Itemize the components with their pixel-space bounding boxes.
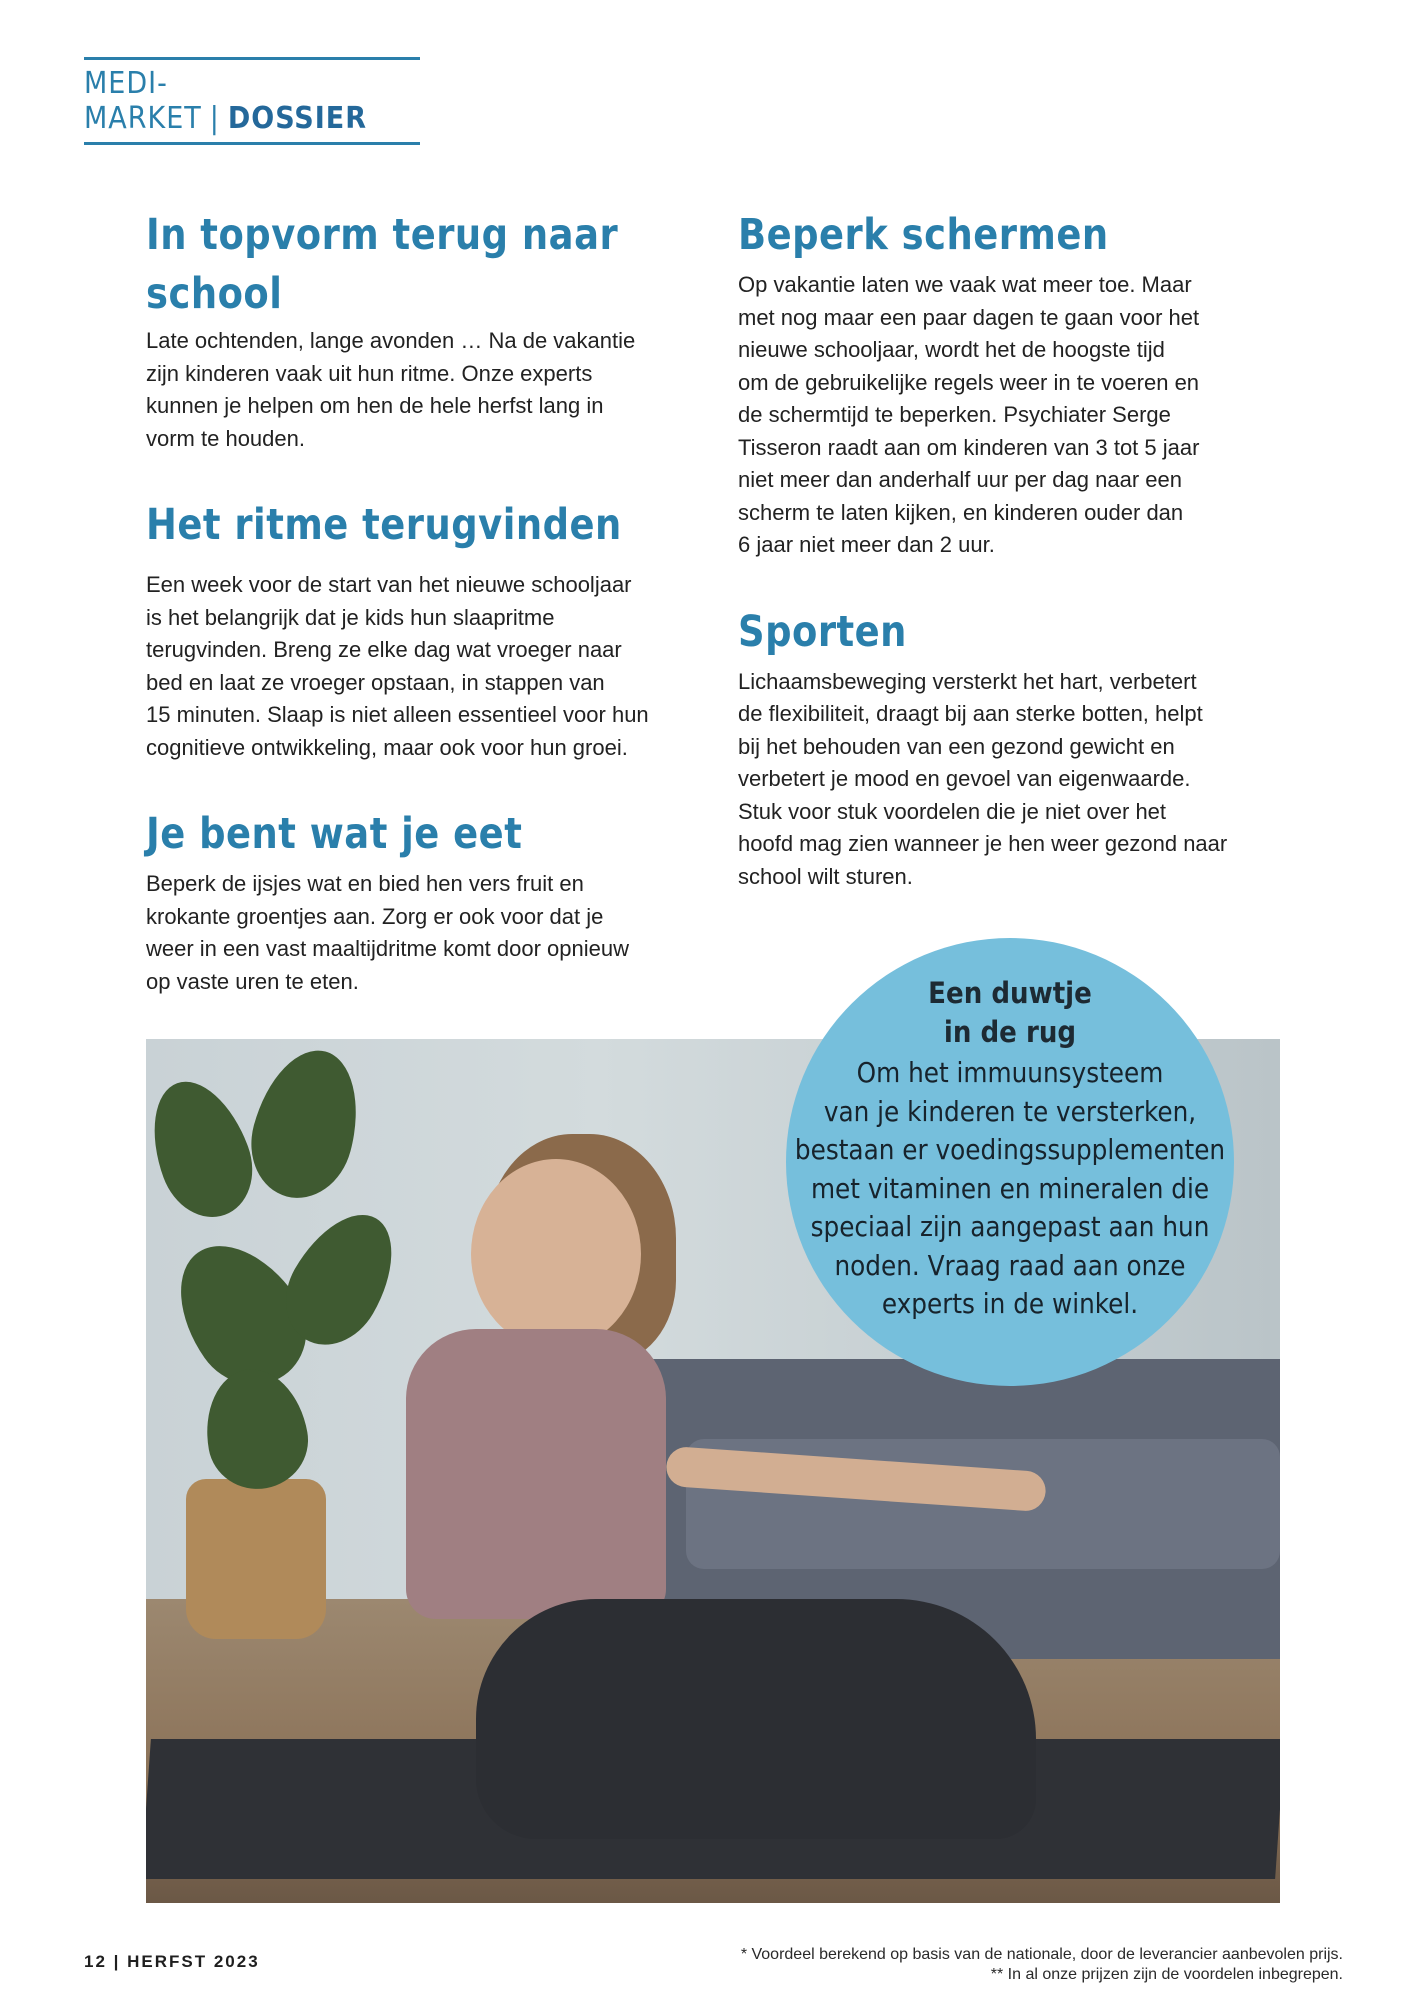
section-heading: Sporten	[738, 605, 907, 657]
section-heading: In topvorm terug naar school	[146, 209, 619, 319]
footnote-2: ** In al onze prijzen zijn de voordelen inbegrepen.	[990, 1966, 1343, 1983]
photo-plant-pot	[186, 1479, 326, 1639]
article-section	[146, 804, 706, 998]
section-body: Op vakantie laten we vaak wat meer toe. Maar met nog maar een paar dagen te gaan voor het nieuwe schooljaar, wordt het de hoogste tijd om de gebruikelijke regels weer in te voeren en de schermtijd te beperken. Psychiater Serge Tisseron raadt aan om kinderen van 3 tot 5 jaar niet meer dan anderhalf uur per dag naar een scherm te laten kijken, en kinderen ouder dan 6 jaar niet meer dan 2 uur.	[738, 272, 1200, 557]
section-body: Een week voor de start van het nieuwe schooljaar is het belangrijk dat je kids hun slaapritme terugvinden. Breng ze elke dag wat vroeger naar bed en laat ze vroeger opstaan, in stappen van 15 minuten. Slaap is niet alleen essentieel voor hun cognitieve ontwikkeling, maar ook voor hun groei.	[146, 572, 649, 760]
section-header	[84, 57, 420, 145]
photo-legs	[476, 1599, 1036, 1839]
tip-text: Om het immuunsysteem van je kinderen te versterken, bestaan er voedingssupplementen met vitaminen en mineralen die speciaal zijn aangepast aan hun noden. Vraag raad aan onze experts in de winkel.	[794, 1057, 1226, 1320]
article-section	[738, 205, 1298, 562]
article-section	[146, 495, 706, 764]
photo-torso	[406, 1329, 666, 1619]
section-heading: Het ritme terugvinden	[146, 499, 622, 550]
right-column	[738, 205, 1298, 933]
section-name: DOSSIER	[227, 101, 367, 136]
footnote-1: * Voordeel berekend op basis van de nationale, door de leverancier aanbevolen prijs.	[740, 1946, 1343, 1963]
section-body: Beperk de ijsjes wat en bied hen vers fruit en krokante groentjes aan. Zorg er ook voor dat je weer in een vast maaltijdritme komt door opnieuw op vaste uren te eten.	[146, 871, 630, 994]
tip-title: Een duwtje in de rug	[928, 976, 1092, 1049]
article-section	[738, 602, 1298, 894]
article-section	[146, 205, 706, 455]
section-body: Lichaamsbeweging versterkt het hart, verbetert de flexibiliteit, draagt bij aan sterke botten, helpt bij het behouden van een gezond gewicht en verbetert je mood en gevoel van eigenwaarde. Stuk voor stuk voordelen die je niet over het hoofd mag zien wanneer je hen weer gezond naar school wilt sturen.	[738, 668, 1228, 889]
brand-name: MEDI-MARKET	[84, 66, 202, 136]
page-folio: 12 | HERFST 2023	[84, 1952, 260, 1971]
section-heading: Beperk schermen	[738, 209, 1109, 260]
section-body: Late ochtenden, lange avonden … Na de vakantie zijn kinderen vaak uit hun ritme. Onze experts kunnen je helpen om hen de hele herfst lang in vorm te houden.	[146, 328, 636, 451]
header-label	[84, 66, 420, 136]
header-separator: |	[209, 101, 220, 136]
section-heading: Je bent wat je eet	[146, 808, 523, 859]
footnotes	[741, 1945, 1343, 1985]
photo-head	[471, 1159, 641, 1349]
left-column	[146, 205, 706, 1038]
tip-bubble	[786, 938, 1234, 1386]
